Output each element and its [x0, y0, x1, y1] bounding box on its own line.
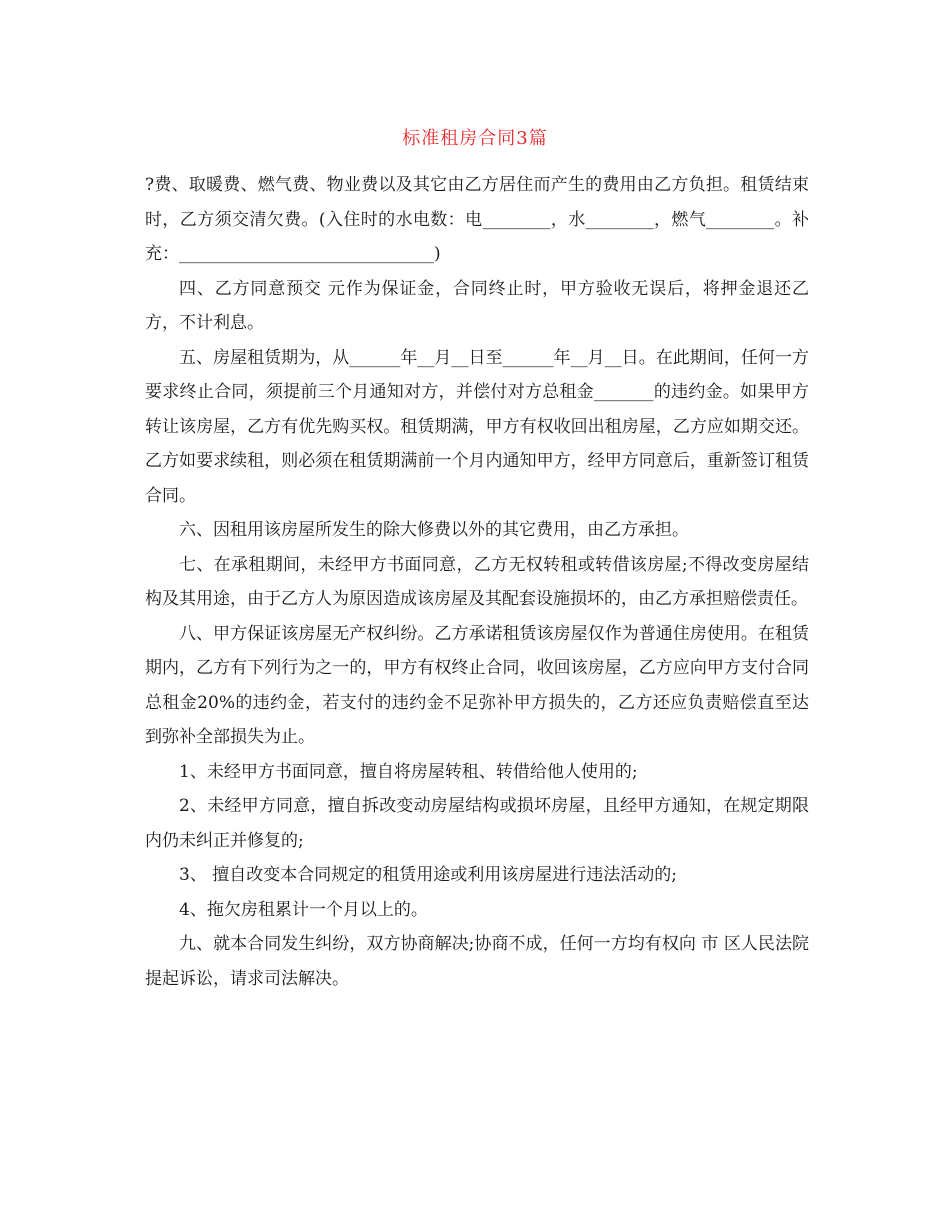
paragraph-clause-4: 四、乙方同意预交 元作为保证金，合同终止时，甲方验收无误后，将押金退还乙方，不计利息。 [145, 278, 809, 333]
paragraph-clause-5: 五、房屋租赁期为，从______年__月__日至______年__月__日。在此期间，任何一方要求终止合同，须提前三个月通知对方，并偿付对方总租金_______的违约金。如果甲方转让该房屋，乙方有优先购买权。租赁期满，甲方有权收回出租房屋，乙方应如期交还。乙方如要求续租，则必须在租赁期满前一个月内通知甲方，经甲方同意后，重新签订租赁合同。 [145, 347, 809, 506]
document-body [145, 168, 809, 996]
paragraph-clause-6: 六、因租用该房屋所发生的除大修费以外的其它费用，由乙方承担。 [179, 520, 689, 540]
document-title: 标准租房合同3篇 [402, 128, 548, 149]
paragraph-fees: ?费、取暖费、燃气费、物业费以及其它由乙方居住而产生的费用由乙方负担。租赁结束时，乙方须交清欠费。(入住时的水电数：电________，水________，燃气________。补充：______________________________) [145, 175, 809, 264]
paragraph-clause-8: 八、甲方保证该房屋无产权纠纷。乙方承诺租赁该房屋仅作为普通住房使用。在租赁期内，乙方有下列行为之一的，甲方有权终止合同，收回该房屋，乙方应向甲方支付合同总租金20%的违约金，若支付的违约金不足弥补甲方损失的，乙方还应负责赔偿直至达到弥补全部损失为止。 [145, 623, 809, 747]
paragraph-clause-9: 九、就本合同发生纠纷，双方协商解决;协商不成，任何一方均有权向 市 区人民法院提起诉讼，请求司法解决。 [145, 934, 809, 989]
list-item-4: 4、拖欠房租累计一个月以上的。 [179, 899, 428, 920]
list-item-1: 1、未经甲方书面同意，擅自将房屋转租、转借给他人使用的; [179, 761, 638, 782]
list-item-2: 2、未经甲方同意，擅自拆改变动房屋结构或损坏房屋，且经甲方通知，在规定期限内仍未纠正并修复的; [145, 796, 809, 851]
list-item-3: 3、 擅自改变本合同规定的租赁用途或利用该房屋进行违法活动的; [179, 865, 677, 885]
paragraph-clause-7: 七、在承租期间，未经甲方书面同意，乙方无权转租或转借该房屋;不得改变房屋结构及其用途，由于乙方人为原因造成该房屋及其配套设施损坏的，由乙方承担赔偿责任。 [145, 554, 809, 609]
